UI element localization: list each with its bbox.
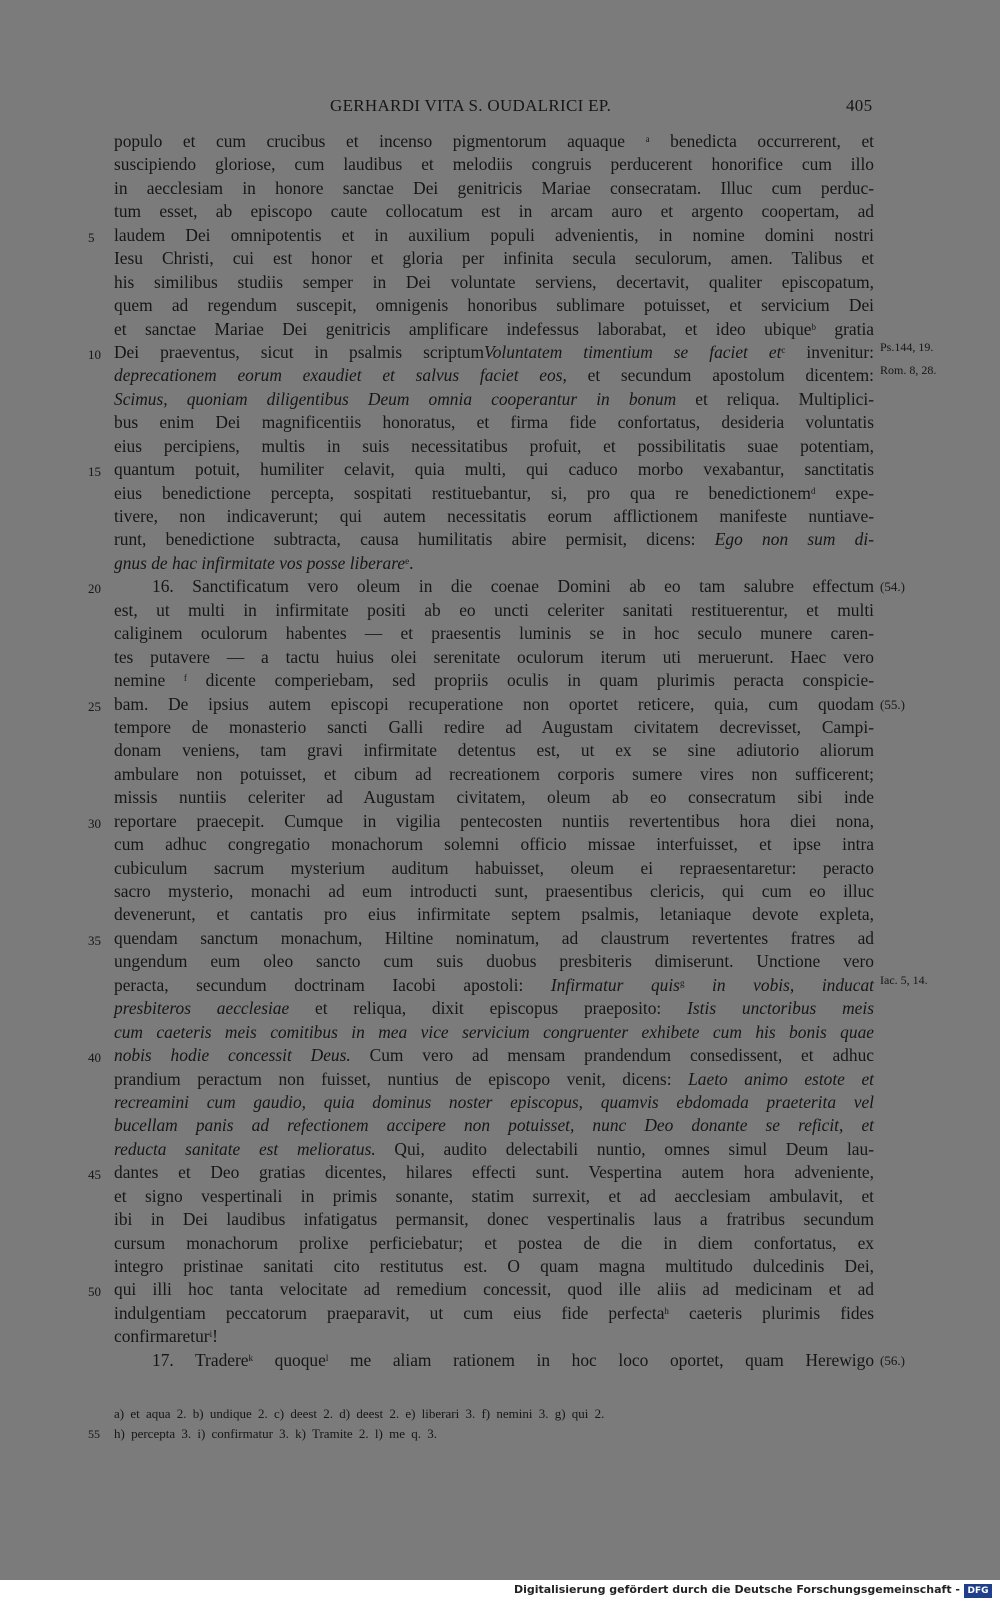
text-run: quendam sanctum monachum, Hiltine nominatum, ad claustrum revertentes fratres ad <box>114 927 874 948</box>
text-run: bam. De ipsius autem episcopi recuperatione non oportet reticere, quia, cum quodam <box>114 693 874 714</box>
line-text <box>114 1091 874 1114</box>
text-line <box>0 364 1000 387</box>
line-text <box>114 927 874 950</box>
text-run: nemine <box>114 670 184 691</box>
text-line <box>0 1232 1000 1255</box>
footnote-marker: h <box>664 1305 669 1316</box>
line-text <box>114 669 874 692</box>
line-text <box>114 458 874 481</box>
line-text <box>114 388 874 411</box>
text-line <box>0 1161 1000 1184</box>
text-run: caeteris plurimis fides <box>668 1302 874 1323</box>
line-text <box>114 833 874 856</box>
text-run: ungendum eum oleo sancto cum suis duobus presbiteris dimiserunt. Unctione vero <box>114 951 874 972</box>
line-text <box>114 1044 874 1067</box>
italic-text: in vobis, inducat <box>684 974 874 995</box>
text-run: Cum vero ad mensam prandendum consedissent, et adhuc <box>350 1045 874 1066</box>
text-line <box>0 388 1000 411</box>
footnotes <box>0 1404 1000 1444</box>
text-run: suscipiendo gloriose, cum laudibus et melodiis congruis perducerent honorifice cum illo <box>114 154 874 175</box>
dfg-logo: DFG <box>964 1584 992 1598</box>
text-line <box>0 950 1000 973</box>
line-text <box>114 153 874 176</box>
text-run: invenitur: <box>785 341 874 362</box>
text-line <box>0 1349 1000 1372</box>
text-line <box>0 552 1000 575</box>
text-line <box>0 435 1000 458</box>
italic-text: Laeto animo estote et <box>688 1068 875 1089</box>
line-text <box>114 716 874 739</box>
line-text <box>114 786 874 809</box>
text-line <box>0 763 1000 786</box>
funding-notice: Digitalisierung gefördert durch die Deutsche Forschungsgemeinschaft - <box>513 1583 960 1596</box>
text-run: tum esset, ab episcopo caute collocatum est in arcam auro et argento coopertam, ad <box>114 201 874 222</box>
text-run: prandium peractum non fuisset, nuntius de episcopo venit, dicens: <box>114 1068 689 1089</box>
line-text <box>114 505 874 528</box>
text-run: ibi in Dei laudibus infatigatus permansit, donec vespertinalis laus a fratribus secundum <box>114 1209 874 1230</box>
line-text <box>114 247 874 270</box>
text-line <box>0 927 1000 950</box>
text-line <box>0 458 1000 481</box>
line-text <box>114 903 874 926</box>
funding-bar <box>0 1580 1000 1602</box>
footnote-marker: d <box>810 485 816 496</box>
text-line <box>0 1114 1000 1137</box>
footnote-marker: c <box>781 344 786 355</box>
text-run: eius benedictione percepta, sospitati restituebantur, si, pro qua re benedictionem <box>114 482 811 503</box>
italic-text: reducta sanitate est melioratus. <box>114 1138 376 1159</box>
line-number: 55 <box>88 1427 100 1441</box>
text-run: populo et cum crucibus et incenso pigmentorum aquaque <box>114 131 646 151</box>
footnote-marker: k <box>248 1352 253 1363</box>
line-number: 20 <box>88 581 101 597</box>
italic-text: Ego non sum di- <box>714 529 874 550</box>
footnote-line <box>0 1404 1000 1424</box>
line-text <box>114 1302 874 1325</box>
line-text <box>114 1161 874 1184</box>
line-number: 50 <box>88 1284 101 1300</box>
line-text <box>114 1185 874 1208</box>
line-text <box>114 974 874 997</box>
text-line <box>0 833 1000 856</box>
line-text <box>114 622 874 645</box>
line-text <box>114 318 874 341</box>
text-line <box>0 1091 1000 1114</box>
text-run: cum adhuc congregatio monachorum solemni officio missae interfuisset, et ipse intra <box>114 834 874 855</box>
line-text <box>114 364 874 387</box>
margin-note: Rom. 8, 28. <box>880 363 937 378</box>
text-run: cubiculum sacrum mysterium auditum habuisset, oleum ei repraesentaretur: peracto <box>114 857 874 878</box>
text-line <box>0 997 1000 1020</box>
text-run: est, ut multi in infirmitate positi ab eo uncti celeriter sanitati restituerentur, et multi <box>114 599 874 620</box>
chapter-reference: (55.) <box>880 696 905 712</box>
text-run: in aecclesiam in honore sanctae Dei genitricis Mariae consecratam. Illuc cum perduc- <box>114 177 874 198</box>
text-line <box>0 411 1000 434</box>
footnote-text: h) percepta 3. i) confirmatur 3. k) Tramite 2. l) me q. 3. <box>114 1426 438 1441</box>
text-run: indulgentiam peccatorum praeparavit, ut cum eius fide perfecta <box>114 1302 665 1323</box>
text-run: sacro mysterio, monachi ad eum introducti sunt, praesentibus clericis, qui cum eo illuc <box>114 881 874 901</box>
text-line <box>0 669 1000 692</box>
text-run: missis nuntiis celeriter ad Augustam civitatem, oleum ab eo consecratum sibi inde <box>114 787 874 808</box>
text-run: dicente comperiebam, sed propriis oculis in quam plurimis peracta conspicie- <box>186 670 874 691</box>
text-line <box>0 200 1000 223</box>
italic-text: nobis hodie concessit Deus. <box>114 1045 351 1066</box>
text-line <box>0 224 1000 247</box>
text-run: me aliam rationem in hoc loco oportet, quam Herewigo <box>328 1349 875 1370</box>
text-run: et signo vespertinali in primis sonante, statim surrexit, et ad aecclesiam ambulavit, et <box>114 1185 874 1206</box>
footnote-marker: a <box>645 134 650 144</box>
text-line <box>0 1278 1000 1301</box>
text-line <box>0 153 1000 176</box>
italic-text: presbiteros aecclesiae <box>114 998 290 1019</box>
text-run: Iesu Christi, cui est honor et gloria per infinita secula seculorum, amen. Talibus et <box>114 248 874 269</box>
footnote-marker: l <box>325 1352 329 1363</box>
line-number: 35 <box>88 932 101 948</box>
text-run: quoque <box>253 1349 326 1370</box>
line-text <box>114 130 874 153</box>
text-line <box>0 505 1000 528</box>
text-run: et reliqua, dixit episcopus praeposito: <box>289 998 688 1019</box>
line-text <box>114 646 874 669</box>
text-run: tes putavere — a tactu huius olei serenitate oculorum iterum uti meruerunt. Haec vero <box>114 646 874 667</box>
text-run: quantum potuit, humiliter celavit, quia multi, qui caduco morbo vexabantur, sanctitatis <box>114 459 874 480</box>
text-line <box>0 1185 1000 1208</box>
chapter-reference: (54.) <box>880 579 905 595</box>
text-run: laudem Dei omnipotentis et in auxilium populi advenientis, in nomine domini nostri <box>114 224 874 245</box>
line-text <box>114 1325 874 1348</box>
italic-text: Voluntatem timentium se faciet et <box>484 341 782 362</box>
footnote-marker: b <box>811 321 816 332</box>
text-line <box>0 294 1000 317</box>
text-run: et reliqua. Multiplici- <box>676 388 875 409</box>
text-line <box>0 1138 1000 1161</box>
text-run: qui illi hoc tanta velocitate ad remedium concessit, quod ille aliis ad medicinam et ad <box>114 1279 874 1300</box>
text-line <box>0 482 1000 505</box>
text-line <box>0 1021 1000 1044</box>
text-line <box>0 1302 1000 1325</box>
text-line <box>0 318 1000 341</box>
text-line <box>0 341 1000 364</box>
body-text <box>0 130 1000 1372</box>
margin-note: Ps.144, 19. <box>880 339 934 354</box>
line-text <box>114 528 874 551</box>
line-text <box>114 857 874 880</box>
line-text <box>114 294 874 317</box>
line-text <box>114 482 874 505</box>
text-line <box>0 786 1000 809</box>
line-text <box>114 411 874 434</box>
text-line <box>0 599 1000 622</box>
text-run: caliginem oculorum habentes — et praesentis luminis se in hoc seculo munere caren- <box>114 623 874 644</box>
italic-text: gnus de hac infirmitate vos posse liberare <box>114 552 406 573</box>
text-run: quem ad regendum suscepit, omnigenis honoribus sublimare potuisset, et servicium Dei <box>114 295 874 316</box>
text-run: . <box>409 552 414 573</box>
line-number: 10 <box>88 346 101 362</box>
line-text <box>114 341 874 364</box>
text-line <box>0 247 1000 270</box>
text-line <box>0 974 1000 997</box>
line-text <box>114 880 874 903</box>
italic-text: Infirmatur quis <box>550 974 680 995</box>
line-text <box>114 1208 874 1231</box>
text-line <box>0 1068 1000 1091</box>
text-run: , et secundum apostolum dicentem: <box>562 365 874 386</box>
footnote-text: a) et aqua 2. b) undique 2. c) deest 2. d) deest 2. e) liberari 3. f) nemini 3. g) qui 2. <box>114 1406 605 1421</box>
running-title: GERHARDI VITA S. OUDALRICI EP. <box>330 96 612 115</box>
text-line <box>0 880 1000 903</box>
text-run: devenerunt, et cantatis pro eius infirmitate septem psalmis, letaniaque devote expleta, <box>114 904 874 925</box>
text-run: Qui, audito delectabili nuntio, omnes simul Deum lau- <box>375 1138 874 1159</box>
line-text <box>152 1349 874 1372</box>
line-text <box>114 1138 874 1161</box>
chapter-reference: (56.) <box>880 1352 905 1368</box>
page-number: 405 <box>846 96 873 115</box>
line-text <box>114 1021 874 1044</box>
line-text <box>114 997 874 1020</box>
text-run: 17. Tradere <box>152 1349 249 1370</box>
italic-text: deprecationem eorum exaudiet et salvus faciet eos <box>114 365 563 386</box>
text-run: gratia <box>815 318 874 339</box>
text-run: tempore de monasterio sancti Galli redire ad Augustam civitatem decrevisset, Campi- <box>114 716 874 737</box>
text-line <box>0 1044 1000 1067</box>
text-line <box>0 130 1000 153</box>
text-run: eius percipiens, multis in suis necessitatibus profuit, et possibilitatis suae potentiam, <box>114 435 874 456</box>
text-run: cursum monachorum prolixe perficiebatur; et postea de die in diem confortatus, ex <box>114 1232 874 1253</box>
text-run: peracta, secundum doctrinam Iacobi apostoli: <box>114 974 551 995</box>
line-text <box>114 200 874 223</box>
line-number: 5 <box>88 229 95 245</box>
text-line <box>0 810 1000 833</box>
text-run: expe- <box>815 482 874 503</box>
italic-text: recreamini cum gaudio, quia dominus noster episcopus, quamvis ebdomada praeterita vel <box>114 1091 874 1112</box>
line-text <box>114 271 874 294</box>
text-line <box>0 857 1000 880</box>
text-line <box>0 271 1000 294</box>
text-line <box>0 528 1000 551</box>
line-number: 45 <box>88 1167 101 1183</box>
text-run: bus enim Dei magnificentiis honoratus, et firma fide confortatus, desideria voluntatis <box>114 412 874 433</box>
text-line <box>0 575 1000 598</box>
text-line <box>0 716 1000 739</box>
text-run: donam veniens, tam gravi infirmitate detentus est, ut ex se sine adiutorio aliorum <box>114 740 874 761</box>
text-run: confirmaretur <box>114 1326 210 1347</box>
text-run: runt, benedictione subtracta, causa humilitatis abire permisit, dicens: <box>114 529 715 550</box>
text-line <box>0 693 1000 716</box>
line-text <box>114 1114 874 1137</box>
text-run: ! <box>212 1326 218 1347</box>
text-line <box>0 177 1000 200</box>
line-number: 25 <box>88 698 101 714</box>
line-number: 30 <box>88 815 101 831</box>
text-line <box>0 1255 1000 1278</box>
text-line <box>0 1208 1000 1231</box>
line-text <box>114 1278 874 1301</box>
text-run: Dei praeventus, sicut in psalmis scriptum <box>114 341 485 362</box>
text-run: dantes et Deo gratias dicentes, hilares effecti sunt. Vespertina autem hora adveniente, <box>114 1162 874 1183</box>
line-text <box>114 224 874 247</box>
line-text <box>114 950 874 973</box>
text-run: reportare praecepit. Cumque in vigilia pentecosten nuntiis revertentibus hora diei nona, <box>114 810 874 831</box>
line-text <box>114 1068 874 1091</box>
text-run: 16. Sanctificatum vero oleum in die coenae Domini ab eo tam salubre effectum <box>152 576 874 597</box>
margin-note: Iac. 5, 14. <box>880 972 928 987</box>
line-number: 40 <box>88 1050 101 1066</box>
footnote-marker: f <box>183 673 187 684</box>
line-text <box>114 435 874 458</box>
text-run: integro pristinae sanitati cito restitutus est. O quam magna multitudo dulcedinis Dei, <box>114 1256 874 1276</box>
line-text <box>114 1255 874 1278</box>
line-text <box>114 552 874 575</box>
italic-text: cum caeteris meis comitibus in mea vice servicium congruenter exhibete cum his bonis quae <box>114 1021 874 1042</box>
italic-text: Scimus, quoniam diligentibus Deum omnia cooperantur in bonum <box>114 388 677 409</box>
footnote-marker: e <box>405 555 410 566</box>
text-line <box>0 1325 1000 1348</box>
text-run: et sanctae Mariae Dei genitricis amplificare indefessus laborabat, et ideo ubique <box>114 318 812 339</box>
line-text <box>114 763 874 786</box>
text-line <box>0 646 1000 669</box>
footnote-marker: g <box>679 977 685 988</box>
line-text <box>114 1232 874 1255</box>
italic-text: Istis unctoribus meis <box>687 998 875 1019</box>
line-text <box>152 575 874 598</box>
text-line <box>0 903 1000 926</box>
text-run: his similibus studiis semper in Dei voluntate serviens, decertavit, qualiter episcopatum, <box>114 271 874 292</box>
text-run: tivere, non indicaverunt; qui autem necessitatis eorum afflictionem manifeste nuntiave- <box>114 506 874 526</box>
text-line <box>0 622 1000 645</box>
italic-text: bucellam panis ad refectionem accipere non potuisset, nunc Deo donante se reficit, et <box>114 1115 874 1136</box>
line-text <box>114 739 874 762</box>
page-header <box>0 96 1000 122</box>
line-text <box>114 693 874 716</box>
text-line <box>0 739 1000 762</box>
line-number: 15 <box>88 464 101 480</box>
line-text <box>114 177 874 200</box>
line-text <box>114 810 874 833</box>
text-run: ambulare non potuisset, et cibum ad recreationem corporis sumere vires non sufficerent; <box>114 763 874 784</box>
footnote-line <box>0 1424 1000 1444</box>
footnote-marker: i <box>209 1329 213 1340</box>
text-run: benedicta occurrerent, et <box>649 131 875 151</box>
line-text <box>114 599 874 622</box>
